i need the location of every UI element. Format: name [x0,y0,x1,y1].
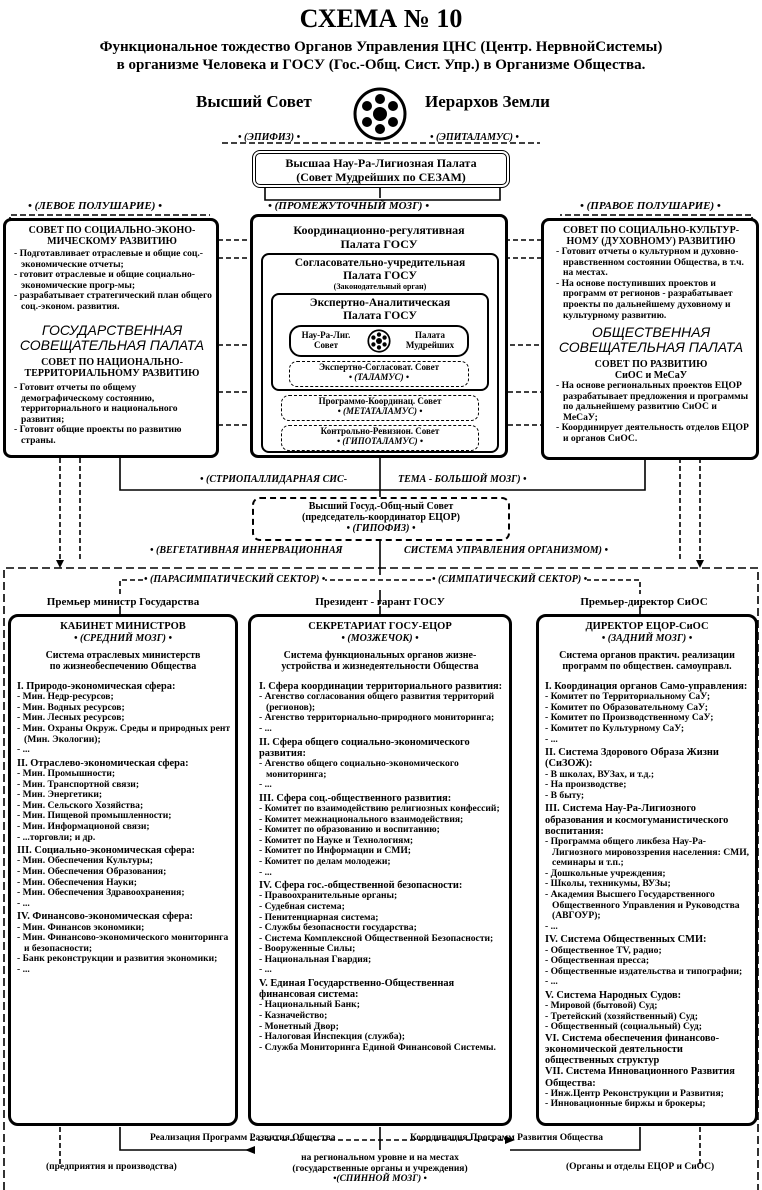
list-item: - Служба Мониторинга Единой Финансовой Системы. [259,1041,496,1053]
list-item: - ... [545,920,558,932]
state-chamber-name: ГОСУДАРСТВЕННАЯ СОВЕЩАТЕЛЬНАЯ ПАЛАТА [19,322,205,353]
list-item: - Комитет по Науке и Технологиям; [259,834,414,846]
list-item: - Мин. Лесных ресурсов; [17,712,125,724]
list-item: - Общественные издательства и типографии; [545,965,743,977]
coordination-chamber-title: Координационно-регулятивная Палата ГОСУ [293,223,465,251]
list-item: - Общественная пресса; [545,955,650,967]
list-item: - Мировой (бытовой) Суд; [545,1000,658,1012]
list-item: - готовит отраслевые и общие социально-экономические прогр-мы; [14,269,195,291]
list-item: - Дошкольные учреждения; [545,867,666,879]
list-item: - Правоохранительные органы; [259,890,398,902]
hypothalamus-label: • (ГИПОТАЛАМУС) • [336,436,424,446]
list-item: - Третейский (хозяйственный) Суд; [545,1010,698,1022]
coordination-regulatory-chamber [250,214,508,458]
list-item: - Координирует деятельность отделов ЕЦОР и органов СиОС. [556,422,749,444]
list-item: - Службы безопасности государства; [259,922,417,934]
expert-chamber-title: Экспертно-Аналитическая Палата ГОСУ [309,297,451,322]
section-head: VII. Система Инновационного Развития Общества: [545,1066,735,1089]
director-desc: Система органов практич. реализации программ по обществен. самоуправл. [559,650,735,672]
left-council2-title: СОВЕТ ПО НАЦИОНАЛЬНО- ТЕРРИТОРИАЛЬНОМУ РАЗВИТИЮ [24,357,200,379]
secretariat-sections [259,681,505,1053]
list-item: - Пенитенциарная система; [259,911,379,923]
list-item: - ... [545,733,558,745]
list-item: - Комитет по Производственному СаУ; [545,712,714,724]
subtitle-line-1: Функциональное тождество Органов Управления ЦНС (Центр. НервнойСистемы) [99,39,663,55]
section-head: III. Система Нау-Ра-Лигиозного образования и космогуманистического воспитания: [545,803,729,837]
list-item: - Национальная Гвардия; [259,953,372,965]
supreme-chamber-line-2: (Совет Мудрейших по СЕЗАМ) [296,170,466,184]
list-item: - Школы, техникумы, ВУЗы; [545,878,671,890]
secretariat-brain: • (МОЗЖЕЧОК) • [341,633,419,644]
list-item: - Комитет по Культурному СаУ; [545,722,685,734]
list-item: - Судебная система; [259,900,345,912]
list-item: - Агенство территориально-природного мониторинга; [259,712,495,724]
inner-council-left: Нау-Ра-Лиг. Совет [301,330,351,350]
public-advisory-chamber [541,218,759,460]
section-head: III. Сфера соц.-общественного развития: [259,792,452,804]
list-item: - Готовит отчеты по общему демографическому состоянию, территориального и национального развития; [14,382,178,425]
list-item: - Национальный Банк; [259,999,360,1011]
top-council-left-label: Высший Совет [196,92,312,111]
list-item: - Монетный Двор; [259,1020,339,1032]
spinal-cord-label: •(СПИННОЙ МОЗГ) • [333,1174,427,1184]
list-item: - Комитет по взаимодействию религиозных конфессий; [259,802,500,814]
cabinet-title: КАБИНЕТ МИНИСТРОВ [60,621,186,632]
page-subtitle [0,38,762,74]
section-head: I. Координация органов Само-управления: [545,681,748,692]
secretariat [248,614,512,1126]
legislative-chamber-title: Согласовательно-учредительная Палата ГОСУ [294,257,466,282]
inner-council [289,325,469,357]
list-item: - Агенство общего социально-экономического мониторинга; [259,757,459,780]
public-chamber-name: ОБЩЕСТВЕННАЯ СОВЕЩАТЕЛЬНАЯ ПАЛАТА [558,324,744,355]
list-item: - В быту; [545,789,585,801]
section-head: II. Сфера общего социально-экономического развития: [259,736,470,759]
list-item: - Общественный (социальный) Суд; [545,1021,702,1033]
vegetative-right: СИСТЕМА УПРАВЛЕНИЯ ОРГАНИЗМОМ) • [404,545,609,556]
list-item: - Общественное TV, радио; [545,944,662,956]
list-item: - Комитет по Информации и СМИ; [259,845,411,857]
bottom-right-note: (Органы и отделы ЕЦОР и СиОС) [566,1162,715,1172]
state-advisory-chamber [3,218,219,458]
list-item: - На основе поступивших проектов и программ от регионов - разрабатывает проекты по дальнейшему духовному и культурному развитию. [556,277,733,321]
list-item: - Казначейство; [259,1010,328,1022]
page-title: СХЕМА № 10 [299,4,463,33]
expert-analytical-chamber [271,293,489,391]
list-item: - Мин. Обеспечения Науки; [17,876,137,888]
left-council1-title: СОВЕТ ПО СОЦИАЛЬНО-ЭКОНО- МИЧЕСКОМУ РАЗВИТИЮ [28,225,196,247]
striopallidar-right: ТЕМА - БОЛЬШОЙ МОЗГ) • [398,474,527,485]
bottom-center-note: на региональном уровне и на местах (государственные органы и учреждения) •(СПИННОЙ МОЗГ) • [260,1153,500,1185]
list-item: - ... [545,976,558,988]
list-item: - Инновационные биржы и брокеры; [545,1098,706,1110]
list-item: - ...торговли; и др. [17,831,96,843]
list-item: - Система Комплексной Общественной Безопасности; [259,932,494,944]
list-item: - ... [259,964,272,976]
list-item: - Инж.Центр Реконструкции и Развития; [545,1087,724,1099]
list-item: - Мин. Энергетики; [17,789,103,801]
list-item: - ... [259,866,272,878]
hypophysis-label: • (ГИПОФИЗ) • [346,523,416,534]
list-item: - Мин. Финансово-экономического мониторинга и безопасности; [17,932,229,954]
list-item: - ... [17,897,30,909]
hypophysis-council: Высший Госуд.-Общ-ный Совет (председатель-координатор ЕЦОР) • (ГИПОФИЗ) • [252,497,510,541]
striopallidar-left: • (СТРИОПАЛЛИДАРНАЯ СИС- [200,474,348,485]
list-item: - Банк реконструкции и развития экономики; [17,953,218,965]
list-item: - Мин. Недр-ресурсов; [17,691,114,703]
list-item: - В школах, ВУЗах, и т.д.; [545,768,655,780]
section-head: V. Единая Государственно-Общественная финансовая система: [259,978,455,1001]
supreme-chamber-line-1: Высшаа Нау-Ра-Лигиозная Палата [285,156,477,170]
dharma-wheel-icon [352,86,408,142]
list-item: - ... [17,744,30,756]
list-item: - Академия Высшего Государственного Общественного Управления и Руководства (АВГОУР); [545,888,740,922]
dharma-wheel-small-icon [367,329,391,353]
section-head: II. Отраслево-экономическая сфера: [17,757,189,769]
section-head: IV. Финансово-экономическая сфера: [17,911,193,923]
right-council2-list [556,381,754,445]
director-title: ДИРЕКТОР ЕЦОР-СиОС [585,621,709,632]
left-hemisphere-label: • (ЛЕВОЕ ПОЛУШАРИЕ) • [28,200,163,212]
list-item: - Мин. Сельского Хозяйства; [17,799,144,811]
list-item: - Вооруженные Силы; [259,943,356,955]
epithalamus-label: • (ЭПИТАЛАМУС) • [430,132,519,143]
list-item: - Налоговая Инспекция (служба); [259,1031,405,1043]
cabinet-of-ministers [8,614,238,1126]
list-item: - разрабатывает стратегический план общего соц.-эконом. развития. [14,290,212,312]
metathalamus-label: • (МЕТАТАЛАМУС) • [337,406,423,416]
list-item: - Комитет межнационального взаимодействия; [259,813,464,825]
director-box [536,614,758,1126]
section-head: I. Природо-экономическая сфера: [17,681,176,692]
secretariat-desc: Система функциональных органов жизне- устройства и жизнедеятельности Общества [281,650,479,672]
thalamus-council: Экспертно-Согласоват. Совет • (ТАЛАМУС) • [289,361,469,387]
thalamus-label: • (ТАЛАМУС) • [348,372,410,382]
metathalamus-council: Программо-Координац. Совет • (МЕТАТАЛАМУС) • [281,395,479,421]
list-item: - Мин. Финансов экономики; [17,921,145,933]
bottom-left-note: (предприятия и производства) [46,1162,177,1172]
list-item: - Мин. Обеспечения Образования; [17,865,167,877]
list-item: - Мин. Водных ресурсов; [17,701,125,713]
right-council1-list [556,247,754,321]
list-item: - ... [259,779,272,791]
cabinet-brain: • (СРЕДНИЙ МОЗГ) • [73,633,173,644]
right-hemisphere-label: • (ПРАВОЕ ПОЛУШАРИЕ) • [580,200,721,212]
list-item: - Готовит общие проекты по развитию страны. [14,424,182,446]
list-item: - Подготавливает отраслевые и общие соц.-экономические отчеты; [14,248,203,270]
legislative-chamber [261,253,499,453]
list-item: - Готовит отчеты о культурном и духовно-нравственном состоянии Общества, в т.ч. на местах. [556,246,744,279]
sympathetic-label: • (СИМПАТИЧЕСКИЙ СЕКТОР) • [432,574,588,585]
list-item: - Комитет по Образовательному СаУ; [545,701,708,713]
section-head: V. Система Народных Судов: [545,989,682,1001]
parasympathetic-label: • (ПАРАСИМПАТИЧЕСКИЙ СЕКТОР) • [144,574,326,585]
top-council-right-label: Иерархов Земли [425,92,550,111]
director-sections [545,681,753,1110]
list-item: - Мин. Пищевой промышленности; [17,810,172,822]
list-item: - ... [259,722,272,734]
section-head: I. Сфера координации территориального развития: [259,681,503,692]
section-head: IV. Сфера гос.-общественной безопасности: [259,880,463,892]
cabinet-sections [17,681,233,975]
subtitle-line-2: в организме Человека и ГОСУ (Гос.-Общ. Сист. Упр.) в Организме Общества. [116,57,646,73]
leader-middle: Президент - гарант ГОСУ [315,596,445,608]
list-item: - Мин. Транспортной связи; [17,778,140,790]
list-item: - На производстве; [545,779,627,791]
coordination-label: Координация Программ Развития Общества [410,1133,604,1143]
list-item: - Комитет по Территориальному СаУ; [545,691,711,703]
section-head: III. Социально-экономическая сфера: [17,845,196,857]
vegetative-left: • (ВЕГЕТАТИВНАЯ ИННЕРВАЦИОННАЯ [150,545,343,556]
list-item: - На основе региональных проектов ЕЦОР разрабатывает предложения и программы по дальнейшему развитию СиОС и МеСаУ; [556,380,749,423]
right-council1-title: СОВЕТ ПО СОЦИАЛЬНО-КУЛЬТУР- НОМУ (ДУХОВНОМУ) РАЗВИТИЮ [562,225,740,247]
section-head: IV. Система Общественных СМИ: [545,934,707,946]
list-item: - Мин. Обеспечения Здравоохранения; [17,887,185,899]
list-item: - ... [17,963,30,975]
supreme-chamber-box [252,150,510,188]
left-council2-list [14,383,214,447]
director-brain: • (ЗАДНИЙ МОЗГ) • [601,633,693,644]
legislative-note: (Законодательный орган) [333,282,427,291]
leader-left: Премьер министр Государства [46,596,200,608]
epiphysis-label: • (ЭПИФИЗ) • [238,132,301,143]
list-item: - Программа общего ликбеза Нау-Ра-Лигиозного мировоззрения населения: СМИ, семинары и т.п.; [545,835,750,869]
secretariat-title: СЕКРЕТАРИАТ ГОСУ-ЕЦОР [308,621,452,632]
right-council2-title: СОВЕТ ПО РАЗВИТИЮ СиОС и МеСаУ [594,359,708,381]
realization-label: Реализация Программ Развития Общества [150,1133,336,1143]
list-item: - Мин. Охраны Окруж. Среды и природных рент (Мин. Экологии); [17,722,231,745]
inner-council-right: Палата Мудрейших [405,330,455,350]
left-council1-list [14,249,214,313]
list-item: - Комитет по образованию и воспитанию; [259,824,440,836]
section-head: VI. Система обеспечения финансово-экономической деятельности общественных структур [545,1032,720,1067]
cabinet-desc: Система отраслевых министерств по жизнеобеспечению Общества [45,650,201,672]
list-item: - Агенство согласования общего развития территорий (регионов); [259,691,495,713]
list-item: - Мин. Обеспечения Культуры; [17,855,153,867]
middle-brain-label: • (ПРОМЕЖУТОЧНЫЙ МОЗГ) • [268,200,430,212]
hypothalamus-council: Контрольно-Ревизион. Совет • (ГИПОТАЛАМУС) • [281,425,479,451]
list-item: - Комитет по делам молодежи; [259,855,391,867]
list-item: - Мин. Промышности; [17,767,116,779]
section-head: II. Система Здорового Образа Жизни (СиЗОЖ): [545,747,719,770]
list-item: - Мин. Информационой связи; [17,820,150,832]
leader-right: Премьер-директор СиОС [580,596,708,608]
